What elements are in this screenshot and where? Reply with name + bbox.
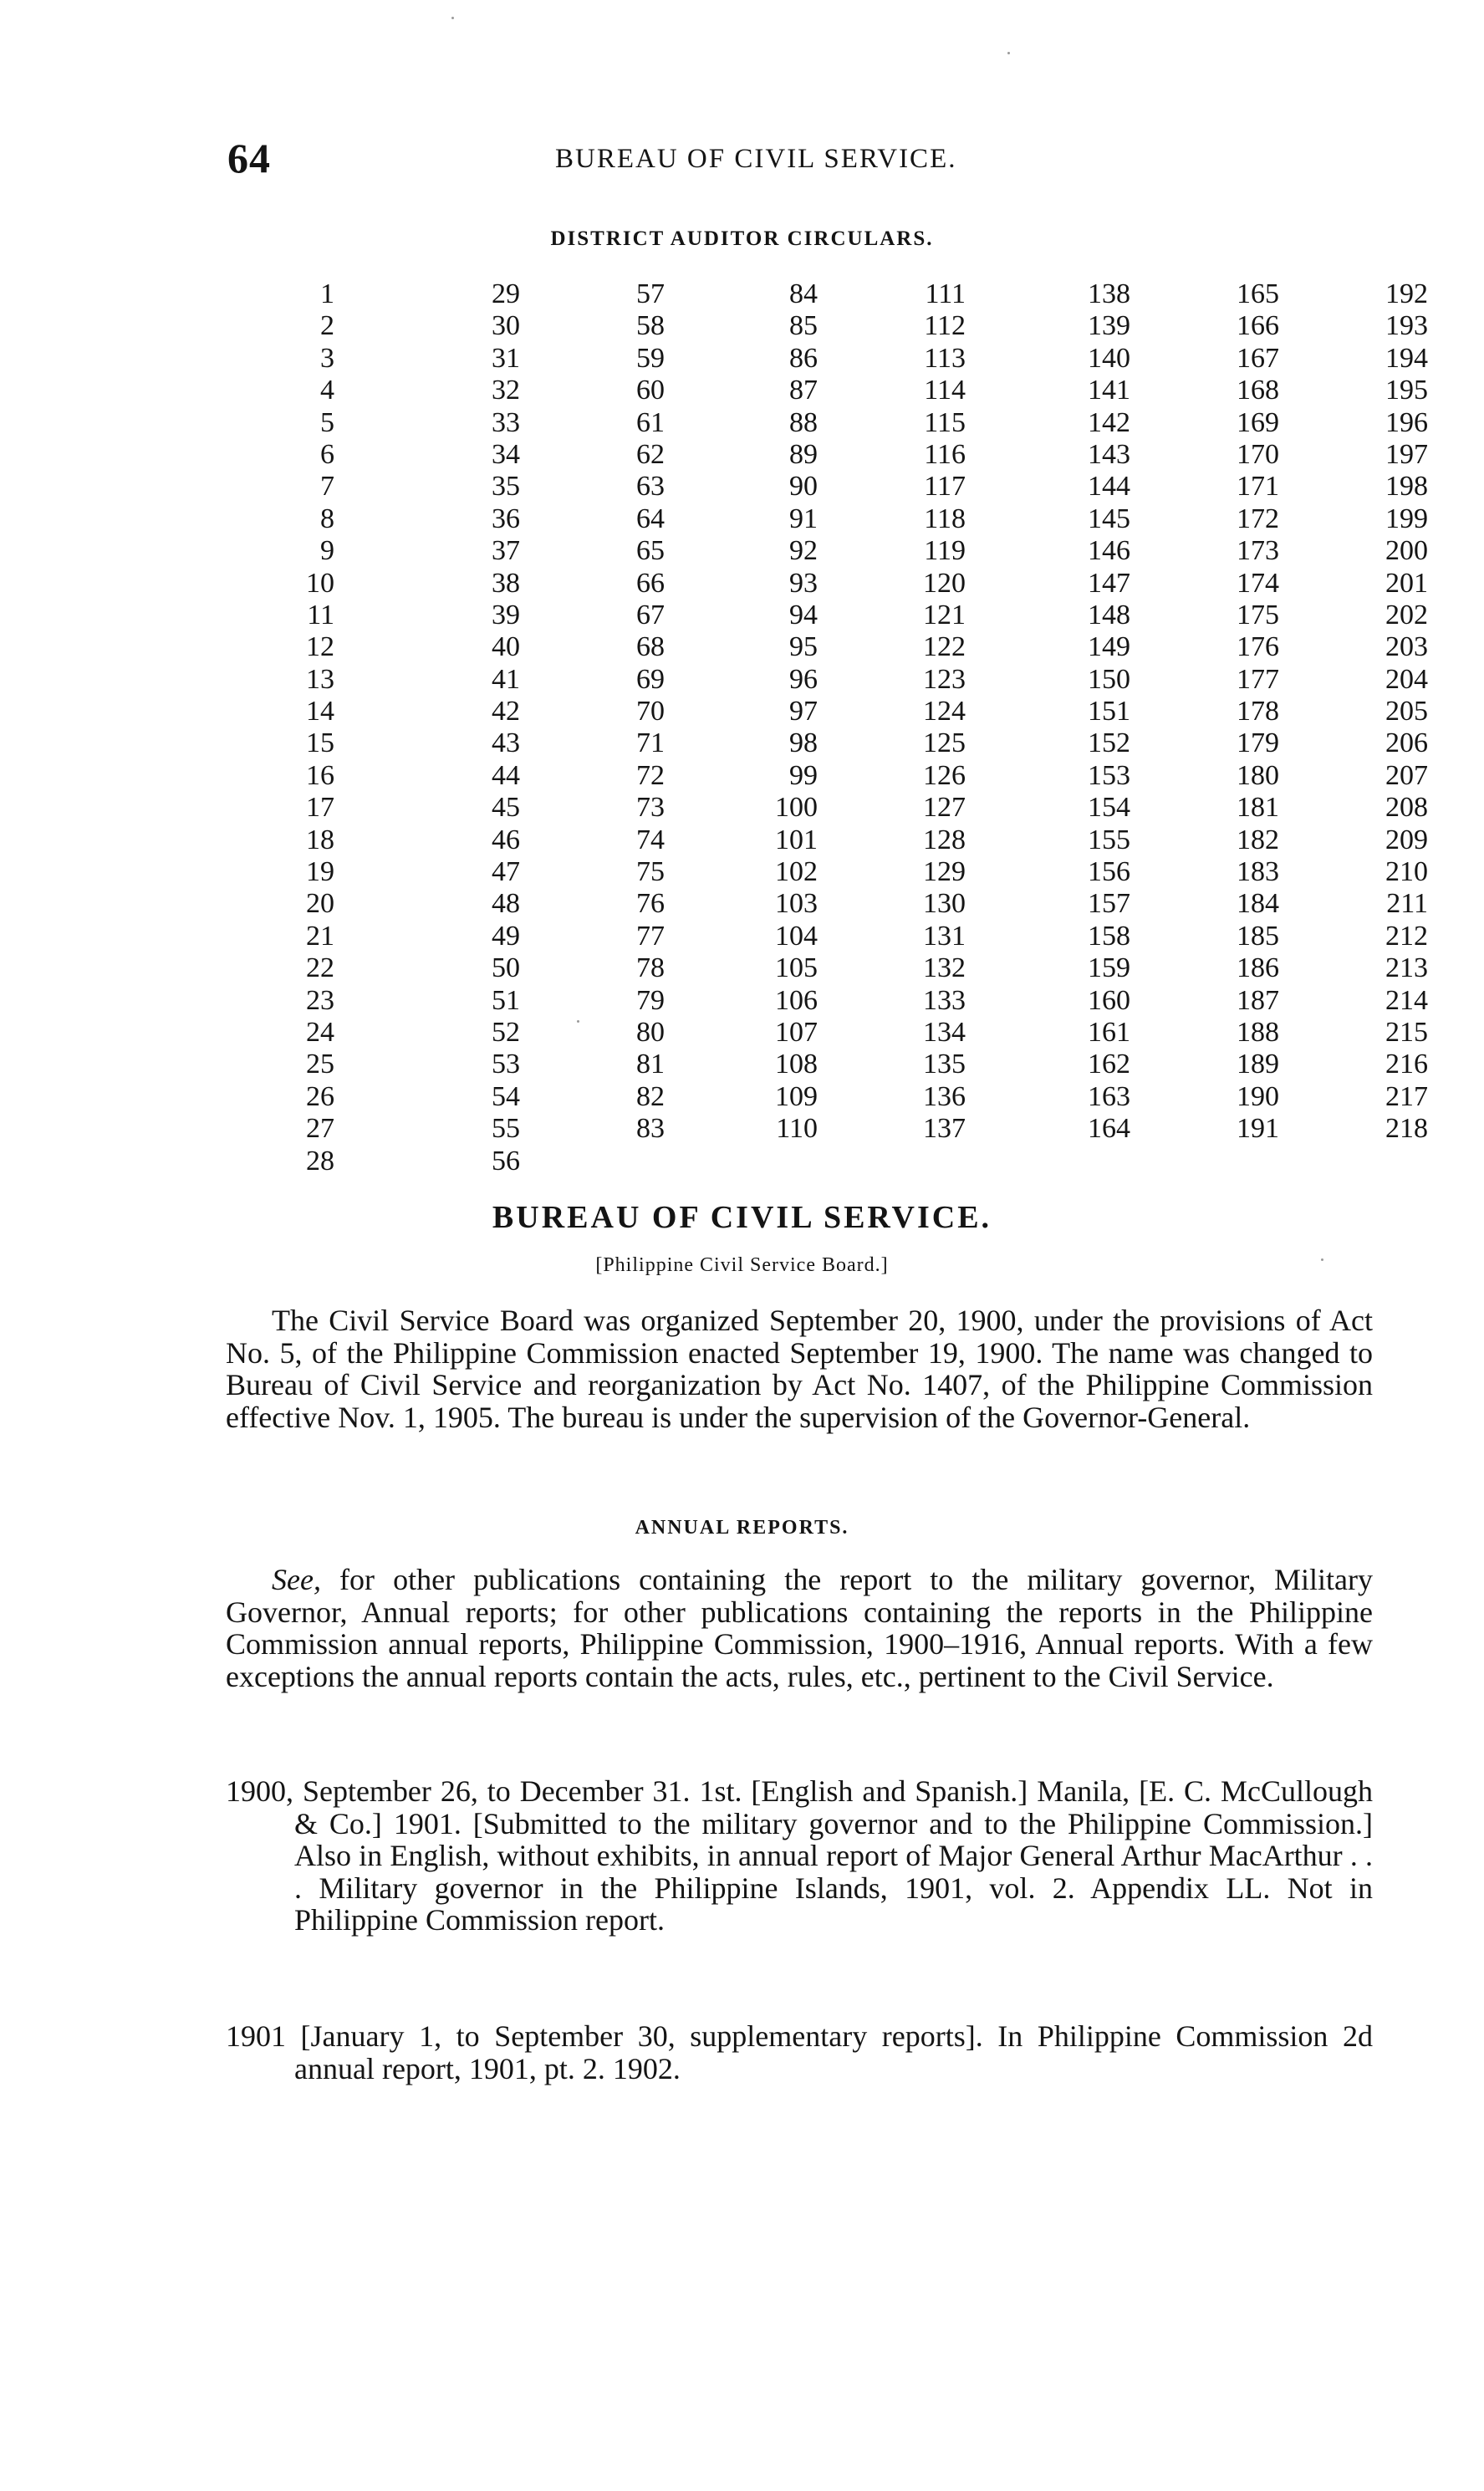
circular-number: 46 [492, 824, 520, 855]
circular-number: 52 [492, 1016, 520, 1048]
circular-number: 83 [636, 1113, 665, 1145]
circular-number: 190 [1237, 1080, 1279, 1112]
circular-number: 86 [789, 342, 818, 374]
circular-number: 40 [492, 631, 520, 663]
circular-number: 22 [306, 952, 334, 984]
circular-number: 125 [923, 727, 966, 759]
circular-number: 209 [1385, 824, 1428, 855]
circular-number: 133 [923, 984, 966, 1016]
circular-number: 18 [306, 824, 334, 855]
circular-number: 183 [1237, 856, 1279, 888]
circular-number: 162 [1088, 1049, 1130, 1080]
circular-number: 165 [1237, 278, 1279, 309]
circular-number: 60 [636, 375, 665, 406]
circular-number: 21 [306, 920, 334, 952]
circular-number: 152 [1088, 727, 1130, 759]
circular-number: 207 [1385, 759, 1428, 791]
circular-number: 80 [636, 1016, 665, 1048]
circular-number: 87 [789, 375, 818, 406]
circular-number: 97 [789, 696, 818, 727]
circular-number: 45 [492, 792, 520, 824]
circular-number: 173 [1237, 535, 1279, 567]
circular-number: 58 [636, 310, 665, 342]
circular-number: 136 [923, 1080, 966, 1112]
circular-number: 121 [923, 599, 966, 630]
circular-number: 3 [320, 342, 334, 374]
circular-number: 118 [924, 503, 966, 534]
circular-number: 27 [306, 1113, 334, 1145]
scan-speck [1007, 52, 1010, 54]
circular-number: 94 [789, 599, 818, 630]
circular-number: 126 [923, 759, 966, 791]
board-note: [Philippine Civil Service Board.] [595, 1254, 889, 1276]
circular-number: 147 [1088, 567, 1130, 599]
circular-number: 178 [1237, 696, 1279, 727]
circular-number: 212 [1385, 920, 1428, 952]
circular-number: 175 [1237, 599, 1279, 630]
circulars-title: DISTRICT AUDITOR CIRCULARS. [550, 227, 934, 250]
circular-number: 192 [1385, 278, 1428, 309]
circular-number: 210 [1385, 856, 1428, 888]
circular-number: 151 [1088, 696, 1130, 727]
scan-speck [577, 1020, 579, 1023]
circular-number: 181 [1237, 792, 1279, 824]
report-entry-1900: 1900, September 26, to December 31. 1st. [English and Spanish.] Manila, [E. C. McCullough & Co.] 1901. [Submitted to the military governor and to the Philippine Commission.] Also in English, without exhibits, in annual report of Major General Arthur MacArthur . . . Military governor in the Philippine Islands, 1901, vol. 2. Appendix LL. Not in Philippine Commission report. [226, 1774, 1373, 1937]
circular-number: 144 [1088, 471, 1130, 503]
circular-number: 146 [1088, 535, 1130, 567]
circular-number: 195 [1385, 375, 1428, 406]
circular-number: 30 [492, 310, 520, 342]
circular-number: 33 [492, 406, 520, 438]
circular-number: 154 [1088, 792, 1130, 824]
circular-number: 99 [789, 759, 818, 791]
circular-number: 202 [1385, 599, 1428, 630]
scan-speck [451, 17, 454, 19]
circular-number: 122 [923, 631, 966, 663]
circular-number: 156 [1088, 856, 1130, 888]
circular-number: 10 [306, 567, 334, 599]
circular-number: 137 [923, 1113, 966, 1145]
circular-number: 166 [1237, 310, 1279, 342]
circular-number: 205 [1385, 696, 1428, 727]
circular-number: 48 [492, 888, 520, 920]
circular-number: 55 [492, 1113, 520, 1145]
circular-number: 168 [1237, 375, 1279, 406]
circular-number: 189 [1237, 1049, 1279, 1080]
circular-number: 32 [492, 375, 520, 406]
circular-number: 157 [1088, 888, 1130, 920]
circular-number: 98 [789, 727, 818, 759]
circular-number: 113 [924, 342, 966, 374]
circular-number: 116 [924, 438, 966, 470]
circular-number: 28 [306, 1145, 334, 1177]
see-paragraph [226, 1564, 1373, 1692]
circular-number: 148 [1088, 599, 1130, 630]
circulars-column [226, 278, 334, 1177]
circulars-column [1022, 278, 1130, 1146]
circular-number: 159 [1088, 952, 1130, 984]
circular-number: 2 [320, 310, 334, 342]
circular-number: 89 [789, 438, 818, 470]
circular-number: 115 [924, 406, 966, 438]
circular-number: 128 [923, 824, 966, 855]
circular-number: 111 [925, 278, 966, 309]
circular-number: 25 [306, 1049, 334, 1080]
circular-number: 143 [1088, 438, 1130, 470]
circular-number: 78 [636, 952, 665, 984]
circular-number: 77 [636, 920, 665, 952]
circular-number: 208 [1385, 792, 1428, 824]
circular-number: 14 [306, 696, 334, 727]
circular-number: 131 [923, 920, 966, 952]
circular-number: 1 [320, 278, 334, 309]
circular-number: 8 [320, 503, 334, 534]
circular-number: 62 [636, 438, 665, 470]
circular-number: 34 [492, 438, 520, 470]
circular-number: 211 [1386, 888, 1428, 920]
circular-number: 193 [1385, 310, 1428, 342]
circular-number: 127 [923, 792, 966, 824]
circular-number: 155 [1088, 824, 1130, 855]
circular-number: 124 [923, 696, 966, 727]
circular-number: 117 [924, 471, 966, 503]
circular-number: 69 [636, 663, 665, 695]
circular-number: 74 [636, 824, 665, 855]
circular-number: 11 [307, 599, 334, 630]
circular-number: 200 [1385, 535, 1428, 567]
circular-number: 201 [1385, 567, 1428, 599]
circular-number: 5 [320, 406, 334, 438]
circular-number: 79 [636, 984, 665, 1016]
section-title: BUREAU OF CIVIL SERVICE. [492, 1200, 992, 1235]
circular-number: 13 [306, 663, 334, 695]
circular-number: 29 [492, 278, 520, 309]
circular-number: 153 [1088, 759, 1130, 791]
circular-number: 88 [789, 406, 818, 438]
circular-number: 110 [776, 1113, 818, 1145]
circular-number: 51 [492, 984, 520, 1016]
circular-number: 142 [1088, 406, 1130, 438]
circular-number: 4 [320, 375, 334, 406]
circular-number: 73 [636, 792, 665, 824]
circular-number: 138 [1088, 278, 1130, 309]
circular-number: 130 [923, 888, 966, 920]
circular-number: 186 [1237, 952, 1279, 984]
circular-number: 217 [1385, 1080, 1428, 1112]
circular-number: 75 [636, 856, 665, 888]
running-head: BUREAU OF CIVIL SERVICE. [555, 144, 957, 174]
history-paragraph: The Civil Service Board was organized September 20, 1900, under the provisions of Act No. 5, of the Philippine Commission enacted September 19, 1900. The name was changed to Bureau of Civil Service and reorganization by Act No. 1407, of the Philippine Commission effective Nov. 1, 1905. The bureau is under the supervision of the Governor-General. [226, 1304, 1373, 1434]
circular-number: 76 [636, 888, 665, 920]
circular-number: 204 [1385, 663, 1428, 695]
circular-number: 15 [306, 727, 334, 759]
circular-number: 70 [636, 696, 665, 727]
scan-speck [1321, 1258, 1323, 1261]
circulars-column [1170, 278, 1279, 1146]
circular-number: 16 [306, 759, 334, 791]
circular-number: 38 [492, 567, 520, 599]
circular-number: 139 [1088, 310, 1130, 342]
circular-number: 161 [1088, 1016, 1130, 1048]
circular-number: 109 [775, 1080, 818, 1112]
circular-number: 71 [636, 727, 665, 759]
circular-number: 100 [775, 792, 818, 824]
circular-number: 6 [320, 438, 334, 470]
circular-number: 191 [1237, 1113, 1279, 1145]
circular-number: 49 [492, 920, 520, 952]
circulars-column [709, 278, 818, 1146]
circular-number: 56 [492, 1145, 520, 1177]
circular-number: 123 [923, 663, 966, 695]
circular-number: 180 [1237, 759, 1279, 791]
see-paragraph-text: for other publications containing the report to the military governor, Military Governor, Annual reports; for other publications containing the reports in the Philippine Commission annual reports, Philippine Commission, 1900–1916, Annual reports. With a few exceptions the annual reports contain the acts, rules, etc., pertinent to the Civil Service. [226, 1563, 1373, 1693]
circular-number: 39 [492, 599, 520, 630]
circular-number: 199 [1385, 503, 1428, 534]
circular-number: 106 [775, 984, 818, 1016]
circular-number: 17 [306, 792, 334, 824]
circular-number: 31 [492, 342, 520, 374]
circular-number: 36 [492, 503, 520, 534]
circular-number: 135 [923, 1049, 966, 1080]
circular-number: 82 [636, 1080, 665, 1112]
circular-number: 214 [1385, 984, 1428, 1016]
circular-number: 196 [1385, 406, 1428, 438]
circular-number: 104 [775, 920, 818, 952]
circular-number: 182 [1237, 824, 1279, 855]
page-number: 64 [227, 135, 271, 181]
circular-number: 81 [636, 1049, 665, 1080]
circular-number: 103 [775, 888, 818, 920]
circular-number: 95 [789, 631, 818, 663]
circular-number: 7 [320, 471, 334, 503]
circular-number: 145 [1088, 503, 1130, 534]
circular-number: 119 [924, 535, 966, 567]
circular-number: 105 [775, 952, 818, 984]
report-entry-1901: 1901 [January 1, to September 30, supplementary reports]. In Philippine Commission 2d annual report, 1901, pt. 2. 1902. [226, 2019, 1373, 2085]
circulars-column [1319, 278, 1428, 1146]
circular-number: 112 [924, 310, 966, 342]
circular-number: 197 [1385, 438, 1428, 470]
circular-number: 101 [775, 824, 818, 855]
circulars-column [556, 278, 665, 1146]
circular-number: 35 [492, 471, 520, 503]
circular-number: 93 [789, 567, 818, 599]
circular-number: 23 [306, 984, 334, 1016]
circular-number: 188 [1237, 1016, 1279, 1048]
circular-number: 44 [492, 759, 520, 791]
circular-number: 66 [636, 567, 665, 599]
page-header [227, 134, 1364, 184]
circular-number: 213 [1385, 952, 1428, 984]
circular-number: 218 [1385, 1113, 1428, 1145]
circular-number: 114 [924, 375, 966, 406]
circular-number: 132 [923, 952, 966, 984]
circular-number: 19 [306, 856, 334, 888]
circular-number: 164 [1088, 1113, 1130, 1145]
circular-number: 187 [1237, 984, 1279, 1016]
circular-number: 167 [1237, 342, 1279, 374]
circular-number: 149 [1088, 631, 1130, 663]
circular-number: 107 [775, 1016, 818, 1048]
circular-number: 163 [1088, 1080, 1130, 1112]
circular-number: 92 [789, 535, 818, 567]
circular-number: 194 [1385, 342, 1428, 374]
circular-number: 160 [1088, 984, 1130, 1016]
circular-number: 176 [1237, 631, 1279, 663]
circular-number: 63 [636, 471, 665, 503]
circular-number: 68 [636, 631, 665, 663]
annual-reports-heading: ANNUAL REPORTS. [635, 1517, 849, 1539]
circular-number: 12 [306, 631, 334, 663]
circular-number: 61 [636, 406, 665, 438]
circular-number: 177 [1237, 663, 1279, 695]
circular-number: 64 [636, 503, 665, 534]
circular-number: 42 [492, 696, 520, 727]
circular-number: 53 [492, 1049, 520, 1080]
circular-number: 170 [1237, 438, 1279, 470]
circular-number: 206 [1385, 727, 1428, 759]
circular-number: 215 [1385, 1016, 1428, 1048]
circular-number: 184 [1237, 888, 1279, 920]
circular-number: 50 [492, 952, 520, 984]
circulars-column [857, 278, 966, 1146]
circular-number: 91 [789, 503, 818, 534]
circular-number: 85 [789, 310, 818, 342]
circular-number: 216 [1385, 1049, 1428, 1080]
circular-number: 198 [1385, 471, 1428, 503]
circular-number: 172 [1237, 503, 1279, 534]
circular-number: 84 [789, 278, 818, 309]
circular-number: 179 [1237, 727, 1279, 759]
circular-number: 20 [306, 888, 334, 920]
circular-number: 141 [1088, 375, 1130, 406]
circular-number: 96 [789, 663, 818, 695]
circular-number: 43 [492, 727, 520, 759]
circular-number: 150 [1088, 663, 1130, 695]
circular-number: 120 [923, 567, 966, 599]
circular-number: 90 [789, 471, 818, 503]
circular-number: 65 [636, 535, 665, 567]
circular-number: 47 [492, 856, 520, 888]
circular-number: 24 [306, 1016, 334, 1048]
circular-number: 9 [320, 535, 334, 567]
circular-number: 102 [775, 856, 818, 888]
circular-number: 169 [1237, 406, 1279, 438]
circular-number: 171 [1237, 471, 1279, 503]
circular-number: 59 [636, 342, 665, 374]
circular-number: 158 [1088, 920, 1130, 952]
circular-number: 26 [306, 1080, 334, 1112]
circular-number: 129 [923, 856, 966, 888]
circular-number: 37 [492, 535, 520, 567]
circular-number: 57 [636, 278, 665, 309]
circular-number: 72 [636, 759, 665, 791]
circular-number: 174 [1237, 567, 1279, 599]
circular-number: 185 [1237, 920, 1279, 952]
circular-number: 134 [923, 1016, 966, 1048]
circular-number: 108 [775, 1049, 818, 1080]
circular-number: 54 [492, 1080, 520, 1112]
circulars-column [411, 278, 520, 1177]
circular-number: 67 [636, 599, 665, 630]
circular-number: 140 [1088, 342, 1130, 374]
see-word: See, [272, 1563, 321, 1596]
circular-number: 41 [492, 663, 520, 695]
circular-number: 203 [1385, 631, 1428, 663]
